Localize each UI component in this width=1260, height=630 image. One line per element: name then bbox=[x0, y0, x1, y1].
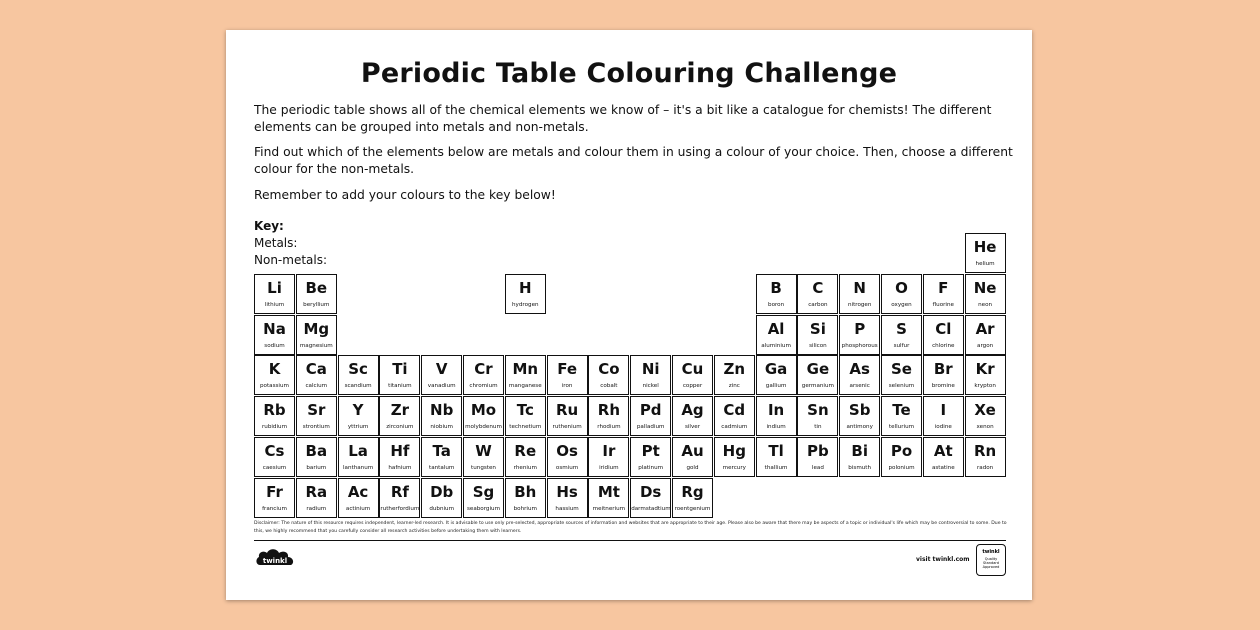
element-cell-osmium[interactable] bbox=[547, 437, 588, 477]
element-cell-scandium[interactable] bbox=[338, 355, 379, 395]
element-cell-hafnium[interactable] bbox=[379, 437, 420, 477]
element-symbol: Sr bbox=[307, 401, 326, 420]
element-cell-radon[interactable] bbox=[965, 437, 1006, 477]
element-cell-fluorine[interactable] bbox=[923, 274, 964, 314]
element-symbol: O bbox=[895, 278, 908, 297]
element-symbol: Co bbox=[598, 360, 620, 379]
element-symbol: Rg bbox=[681, 482, 704, 501]
element-name: sulfur bbox=[893, 342, 910, 349]
element-symbol: Mt bbox=[597, 482, 620, 501]
element-name: copper bbox=[682, 383, 703, 390]
element-cell-nickel[interactable] bbox=[630, 355, 671, 395]
element-name: roentgenium bbox=[674, 505, 711, 512]
element-name: seaborgium bbox=[466, 505, 501, 512]
visit-link[interactable]: visit twinkl.com bbox=[916, 556, 970, 563]
element-name: tantalum bbox=[429, 465, 455, 471]
element-name: platinum bbox=[638, 465, 664, 471]
element-name: strontium bbox=[302, 424, 330, 431]
element-cell-magnesium[interactable] bbox=[296, 315, 337, 355]
element-cell-polonium[interactable] bbox=[881, 437, 922, 477]
disclaimer-text: Disclaimer: The nature of this resource requires independent, learner-led research. It is advisable to use only pre-selected, appropriate sources of information and websites that are appropriate to their age. Please also be aware that there may be aspects of a topic or individual's life which may be controversial to some. Due to this, we highly recommend that you carefully consider all research activities before undertaking them with learners. bbox=[254, 521, 1007, 534]
element-name: dubnium bbox=[429, 505, 455, 512]
element-cell-cobalt[interactable] bbox=[588, 355, 629, 395]
element-name: xenon bbox=[976, 424, 994, 431]
element-cell-boron[interactable] bbox=[756, 274, 797, 314]
worksheet bbox=[226, 30, 1032, 600]
element-cell-chromium[interactable] bbox=[463, 355, 504, 395]
element-cell-iron[interactable] bbox=[547, 355, 588, 395]
element-symbol: Cl bbox=[935, 319, 952, 338]
element-cell-rhodium[interactable] bbox=[588, 396, 629, 436]
element-name: thallium bbox=[764, 465, 788, 471]
element-name: rhenium bbox=[513, 465, 537, 471]
element-symbol: Be bbox=[305, 278, 328, 297]
intro-paragraph-3: Remember to add your colours to the key below! bbox=[254, 188, 556, 202]
element-name: rutherfordium bbox=[380, 505, 420, 512]
element-cell-barium[interactable] bbox=[296, 437, 337, 477]
element-cell-dubnium[interactable] bbox=[421, 478, 462, 518]
element-name: lanthanum bbox=[342, 465, 374, 471]
element-name: germanium bbox=[801, 383, 834, 390]
intro-paragraph-1: The periodic table shows all of the chemical elements we know of – it's a bit like a catalogue for chemists! The different elements can be grouped into metals and non-metals. bbox=[254, 103, 992, 134]
element-symbol: Ds bbox=[639, 482, 662, 501]
element-cell-tellurium[interactable] bbox=[881, 396, 922, 436]
element-symbol: W bbox=[475, 442, 492, 460]
element-symbol: Se bbox=[891, 360, 912, 379]
element-name: hafnium bbox=[388, 465, 412, 471]
element-symbol: Sg bbox=[472, 482, 495, 501]
element-cell-yttrium[interactable] bbox=[338, 396, 379, 436]
element-symbol: As bbox=[849, 360, 870, 379]
element-name: argon bbox=[977, 342, 994, 349]
badge-subtitle: Quality Standard Approved bbox=[982, 557, 1000, 569]
element-name: molybdenum bbox=[465, 424, 502, 431]
element-symbol: Ir bbox=[602, 442, 616, 460]
intro-paragraph-2: Find out which of the elements below are metals and colour them in using a colour of your choice. Then, choose a different colour for the non-metals. bbox=[254, 145, 1013, 176]
element-symbol: V bbox=[435, 360, 448, 379]
element-name: lithium bbox=[264, 301, 285, 308]
element-cell-nitrogen[interactable] bbox=[839, 274, 880, 314]
element-symbol: Tc bbox=[516, 401, 534, 420]
element-symbol: La bbox=[348, 442, 368, 460]
element-cell-aluminium[interactable] bbox=[756, 315, 797, 355]
element-cell-meitnerium[interactable] bbox=[588, 478, 629, 518]
element-name: osmium bbox=[555, 465, 579, 471]
element-cell-zirconium[interactable] bbox=[379, 396, 420, 436]
key-heading: Key: bbox=[254, 219, 284, 233]
element-cell-manganese[interactable] bbox=[505, 355, 546, 395]
element-name: meitnerium bbox=[592, 505, 626, 512]
element-name: radon bbox=[976, 465, 994, 471]
element-cell-vanadium[interactable] bbox=[421, 355, 462, 395]
element-cell-copper[interactable] bbox=[672, 355, 713, 395]
element-cell-molybdenum[interactable] bbox=[463, 396, 504, 436]
element-cell-roentgenium[interactable] bbox=[672, 478, 713, 518]
element-name: hydrogen bbox=[512, 301, 539, 308]
element-name: barium bbox=[306, 465, 327, 471]
element-symbol: I bbox=[940, 401, 947, 420]
element-symbol: Zr bbox=[390, 401, 410, 420]
element-cell-iodine[interactable] bbox=[923, 396, 964, 436]
element-symbol: Ca bbox=[305, 360, 327, 379]
element-name: carbon bbox=[808, 301, 828, 308]
element-cell-iridium[interactable] bbox=[588, 437, 629, 477]
element-symbol: Al bbox=[767, 319, 785, 338]
element-cell-potassium[interactable] bbox=[254, 355, 295, 395]
element-name: chlorine bbox=[932, 342, 955, 349]
element-symbol: Hg bbox=[722, 442, 746, 460]
element-name: fluorine bbox=[932, 301, 954, 308]
element-symbol: B bbox=[770, 278, 782, 297]
element-name: niobium bbox=[430, 424, 453, 431]
element-symbol: Rb bbox=[263, 401, 286, 420]
element-cell-sulfur[interactable] bbox=[881, 315, 922, 355]
element-symbol: Xe bbox=[974, 401, 996, 420]
element-symbol: N bbox=[853, 278, 866, 297]
element-name: lead bbox=[811, 465, 824, 471]
element-symbol: Rf bbox=[390, 482, 409, 501]
element-name: radium bbox=[306, 505, 327, 512]
element-name: cadmium bbox=[721, 424, 748, 431]
element-cell-tin[interactable] bbox=[797, 396, 838, 436]
element-cell-xenon[interactable] bbox=[965, 396, 1006, 436]
element-cell-astatine[interactable] bbox=[923, 437, 964, 477]
element-cell-zinc[interactable] bbox=[714, 355, 755, 395]
element-name: iodine bbox=[934, 424, 952, 431]
element-symbol: Ag bbox=[681, 401, 704, 420]
element-name: francium bbox=[262, 505, 287, 512]
element-name: cobalt bbox=[600, 383, 618, 390]
element-symbol: H bbox=[519, 278, 532, 297]
element-name: aluminium bbox=[761, 342, 791, 349]
element-symbol: He bbox=[973, 238, 997, 256]
element-name: tungsten bbox=[471, 465, 496, 471]
element-name: scandium bbox=[344, 383, 372, 390]
element-cell-tantalum[interactable] bbox=[421, 437, 462, 477]
element-cell-titanium[interactable] bbox=[379, 355, 420, 395]
element-cell-tungsten[interactable] bbox=[463, 437, 504, 477]
element-cell-thallium[interactable] bbox=[756, 437, 797, 477]
element-symbol: Ra bbox=[305, 482, 328, 501]
element-cell-technetium[interactable] bbox=[505, 396, 546, 436]
element-symbol: Mg bbox=[303, 319, 330, 338]
element-symbol: Ru bbox=[555, 401, 579, 420]
element-name: silver bbox=[684, 424, 701, 431]
element-cell-calcium[interactable] bbox=[296, 355, 337, 395]
element-symbol: Bh bbox=[514, 482, 537, 501]
element-name: silicon bbox=[809, 342, 827, 349]
element-symbol: Cr bbox=[474, 360, 493, 379]
element-cell-cadmium[interactable] bbox=[714, 396, 755, 436]
element-symbol: Bi bbox=[851, 442, 868, 460]
element-symbol: Nb bbox=[430, 401, 454, 420]
element-name: technetium bbox=[509, 424, 542, 431]
element-name: helium bbox=[975, 261, 995, 267]
element-symbol: Db bbox=[430, 482, 454, 501]
element-cell-bohrium[interactable] bbox=[505, 478, 546, 518]
element-cell-indium[interactable] bbox=[756, 396, 797, 436]
element-name: zinc bbox=[728, 383, 740, 390]
element-symbol: Cd bbox=[723, 401, 746, 420]
element-cell-mercury[interactable] bbox=[714, 437, 755, 477]
element-name: neon bbox=[978, 301, 993, 308]
element-name: antimony bbox=[846, 424, 873, 431]
element-cell-silicon[interactable] bbox=[797, 315, 838, 355]
element-symbol: Ge bbox=[806, 360, 830, 379]
element-name: actinium bbox=[345, 505, 371, 512]
element-symbol: Ta bbox=[432, 442, 451, 460]
element-cell-gold[interactable] bbox=[672, 437, 713, 477]
element-name: darmstadtium bbox=[631, 505, 671, 512]
element-symbol: Pb bbox=[807, 442, 829, 460]
element-name: sodium bbox=[264, 342, 285, 349]
element-cell-strontium[interactable] bbox=[296, 396, 337, 436]
element-name: hassium bbox=[555, 505, 579, 512]
element-name: yttrium bbox=[347, 424, 369, 431]
element-symbol: At bbox=[933, 442, 953, 460]
element-symbol: Ti bbox=[392, 360, 408, 379]
element-name: vanadium bbox=[427, 383, 456, 390]
page-title: Periodic Table Colouring Challenge bbox=[360, 58, 898, 89]
element-name: beryllium bbox=[303, 301, 330, 308]
element-symbol: S bbox=[896, 319, 907, 338]
element-name: gold bbox=[686, 465, 699, 471]
element-symbol: Pd bbox=[639, 401, 662, 420]
element-symbol: Ba bbox=[305, 442, 328, 460]
element-cell-francium[interactable] bbox=[254, 478, 295, 518]
element-symbol: Y bbox=[352, 401, 364, 420]
element-symbol: Sb bbox=[848, 401, 871, 420]
element-symbol: In bbox=[767, 401, 785, 420]
element-symbol: Hf bbox=[390, 442, 410, 460]
element-cell-krypton[interactable] bbox=[965, 355, 1006, 395]
element-cell-beryllium[interactable] bbox=[296, 274, 337, 314]
element-symbol: Ne bbox=[973, 278, 997, 297]
element-name: palladium bbox=[636, 424, 665, 431]
element-name: astatine bbox=[931, 465, 955, 471]
element-name: titanium bbox=[388, 383, 412, 390]
element-symbol: Au bbox=[681, 442, 704, 460]
element-symbol: Hs bbox=[556, 482, 578, 501]
element-cell-niobium[interactable] bbox=[421, 396, 462, 436]
element-symbol: Kr bbox=[975, 360, 995, 379]
element-name: potassium bbox=[260, 383, 289, 390]
element-symbol: Ac bbox=[347, 482, 369, 501]
element-symbol: Fr bbox=[266, 482, 283, 501]
element-symbol: Mn bbox=[512, 360, 539, 379]
element-cell-phosphorous[interactable] bbox=[839, 315, 880, 355]
element-symbol: Rh bbox=[597, 401, 620, 420]
element-cell-arsenic[interactable] bbox=[839, 355, 880, 395]
element-name: mercury bbox=[722, 465, 746, 471]
element-cell-radium[interactable] bbox=[296, 478, 337, 518]
element-name: chromium bbox=[469, 383, 498, 390]
element-name: oxygen bbox=[891, 301, 912, 308]
element-name: bismuth bbox=[848, 465, 872, 471]
element-name: gallium bbox=[765, 383, 787, 390]
element-symbol: Ga bbox=[764, 360, 788, 379]
element-symbol: Ar bbox=[975, 319, 995, 338]
element-cell-carbon[interactable] bbox=[797, 274, 838, 314]
element-symbol: P bbox=[854, 319, 866, 338]
element-cell-palladium[interactable] bbox=[630, 396, 671, 436]
element-symbol: Po bbox=[890, 442, 913, 460]
element-cell-silver[interactable] bbox=[672, 396, 713, 436]
element-name: selenium bbox=[888, 383, 915, 390]
element-name: bromine bbox=[931, 383, 955, 390]
element-cell-lanthanum[interactable] bbox=[338, 437, 379, 477]
footer-divider bbox=[254, 540, 1006, 541]
badge-title: twinkl bbox=[982, 549, 1000, 555]
element-cell-rutherfordium[interactable] bbox=[379, 478, 420, 518]
element-name: manganese bbox=[508, 383, 542, 390]
element-name: boron bbox=[768, 301, 785, 308]
element-cell-platinum[interactable] bbox=[630, 437, 671, 477]
element-name: tellurium bbox=[888, 424, 915, 431]
element-symbol: Fe bbox=[557, 360, 577, 379]
element-symbol: Na bbox=[263, 319, 286, 338]
element-name: indium bbox=[766, 424, 786, 431]
element-symbol: Li bbox=[267, 278, 282, 297]
element-cell-helium[interactable] bbox=[965, 233, 1006, 273]
key-nonmetals-label: Non-metals: bbox=[254, 253, 328, 267]
key-metals-label: Metals: bbox=[254, 236, 298, 250]
element-cell-actinium[interactable] bbox=[338, 478, 379, 518]
element-cell-argon[interactable] bbox=[965, 315, 1006, 355]
element-cell-seaborgium[interactable] bbox=[463, 478, 504, 518]
quality-badge bbox=[976, 544, 1006, 576]
element-cell-neon[interactable] bbox=[965, 274, 1006, 314]
element-cell-bismuth[interactable] bbox=[839, 437, 880, 477]
element-symbol: Os bbox=[556, 442, 578, 460]
element-symbol: Br bbox=[933, 360, 953, 379]
element-name: phosphorous bbox=[841, 342, 878, 349]
element-name: ruthenium bbox=[552, 424, 582, 431]
element-name: iron bbox=[561, 383, 573, 390]
element-symbol: Tl bbox=[768, 442, 784, 460]
element-name: rubidium bbox=[261, 424, 288, 431]
twinkl-logo-icon bbox=[254, 545, 298, 573]
element-cell-antimony[interactable] bbox=[839, 396, 880, 436]
element-cell-caesium[interactable] bbox=[254, 437, 295, 477]
element-cell-gallium[interactable] bbox=[756, 355, 797, 395]
element-symbol: F bbox=[938, 278, 949, 297]
element-name: rhodium bbox=[597, 424, 621, 431]
element-cell-hydrogen[interactable] bbox=[505, 274, 546, 314]
element-cell-selenium[interactable] bbox=[881, 355, 922, 395]
element-symbol: Zn bbox=[723, 360, 746, 379]
element-symbol: K bbox=[268, 360, 281, 379]
element-cell-bromine[interactable] bbox=[923, 355, 964, 395]
element-name: magnesium bbox=[299, 342, 333, 349]
element-cell-darmstadtium[interactable] bbox=[630, 478, 671, 518]
element-name: caesium bbox=[262, 465, 287, 471]
element-name: nickel bbox=[642, 383, 659, 390]
element-cell-sodium[interactable] bbox=[254, 315, 295, 355]
element-cell-hassium[interactable] bbox=[547, 478, 588, 518]
logo-text: twinkl bbox=[262, 557, 288, 565]
element-symbol: Ni bbox=[641, 360, 660, 379]
element-name: polonium bbox=[888, 465, 915, 471]
element-cell-lithium[interactable] bbox=[254, 274, 295, 314]
element-cell-ruthenium[interactable] bbox=[547, 396, 588, 436]
element-cell-rubidium[interactable] bbox=[254, 396, 295, 436]
element-symbol: Si bbox=[809, 319, 826, 338]
element-symbol: Cu bbox=[681, 360, 704, 379]
element-symbol: Re bbox=[514, 442, 537, 460]
element-name: bohrium bbox=[513, 505, 537, 512]
element-symbol: Rn bbox=[973, 442, 997, 460]
element-symbol: Sn bbox=[807, 401, 829, 420]
element-symbol: Sc bbox=[348, 360, 368, 379]
element-cell-chlorine[interactable] bbox=[923, 315, 964, 355]
colour-key bbox=[254, 218, 327, 269]
element-name: krypton bbox=[974, 383, 996, 390]
element-symbol: Te bbox=[892, 401, 911, 420]
element-symbol: Cs bbox=[264, 442, 285, 460]
element-symbol: Pt bbox=[641, 442, 660, 460]
element-symbol: Mo bbox=[470, 401, 497, 420]
element-name: nitrogen bbox=[847, 301, 872, 308]
element-name: iridium bbox=[599, 465, 619, 471]
element-name: tin bbox=[814, 424, 822, 431]
element-name: zirconium bbox=[386, 424, 414, 431]
element-cell-lead[interactable] bbox=[797, 437, 838, 477]
element-symbol: C bbox=[812, 278, 824, 297]
element-cell-germanium[interactable] bbox=[797, 355, 838, 395]
element-cell-rhenium[interactable] bbox=[505, 437, 546, 477]
element-name: calcium bbox=[305, 383, 328, 390]
element-name: arsenic bbox=[849, 383, 870, 390]
element-cell-oxygen[interactable] bbox=[881, 274, 922, 314]
